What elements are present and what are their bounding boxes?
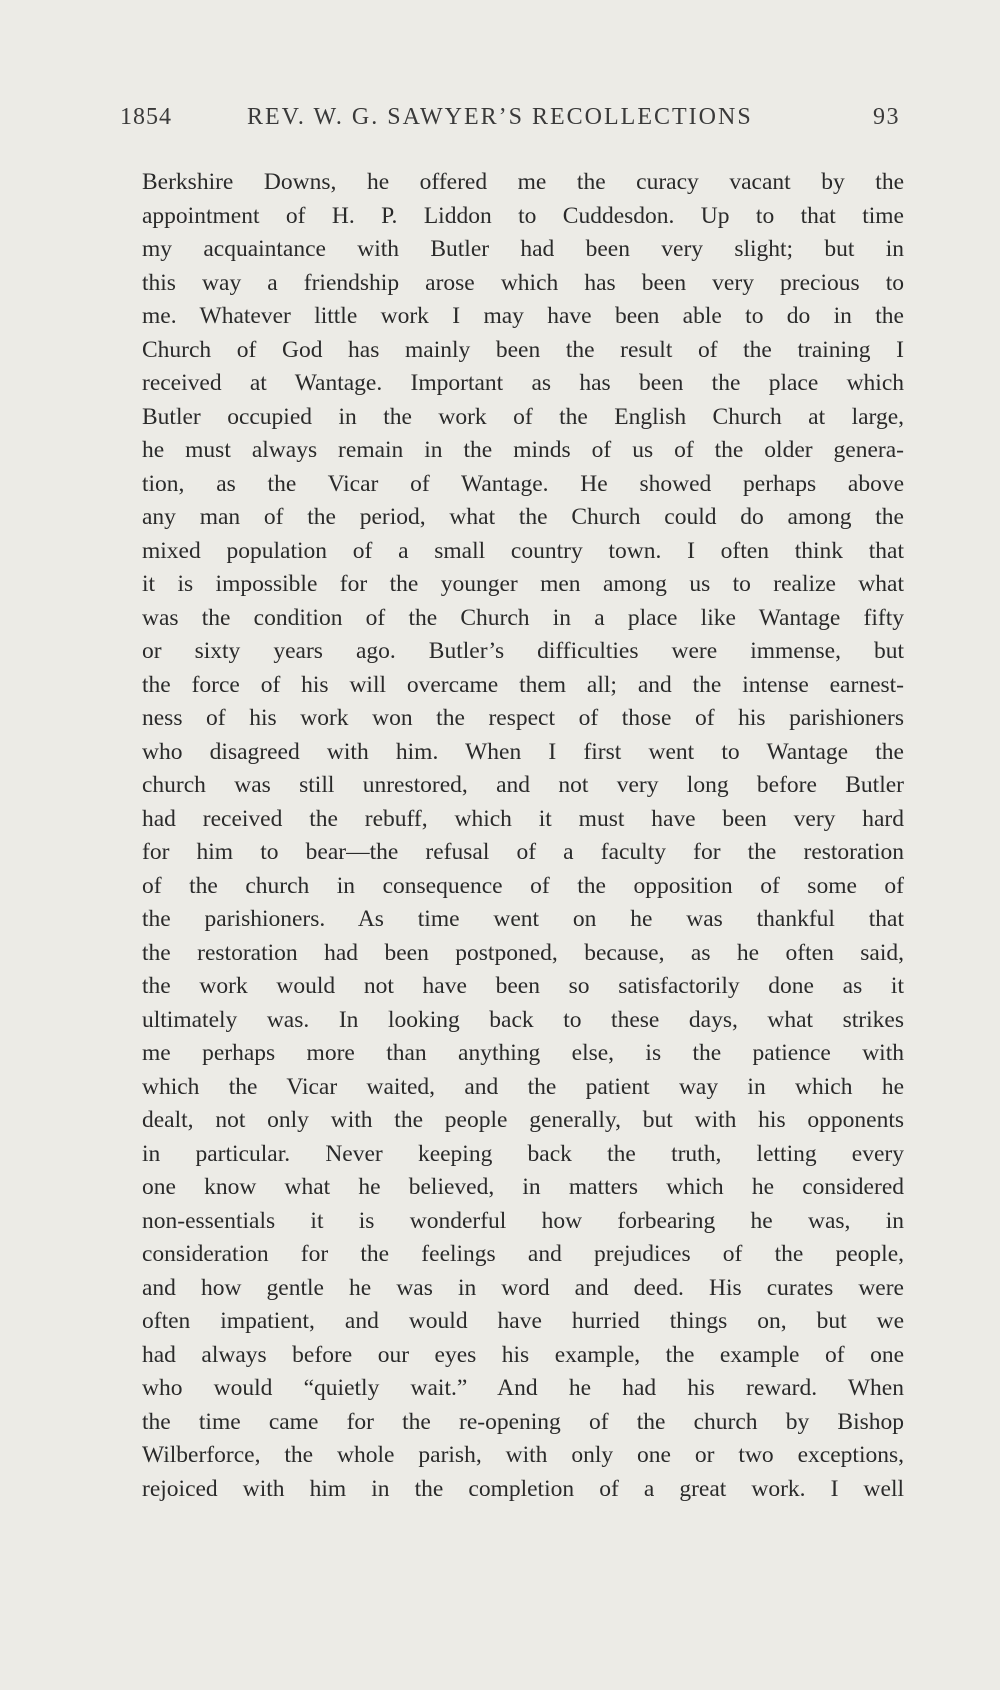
running-head-title: REV. W. G. SAWYER’S RECOLLECTIONS (247, 104, 753, 130)
text-line: and how gentle he was in word and deed. His curates were (142, 1274, 904, 1301)
text-line: consideration for the feelings and prejudices of the people, (142, 1241, 904, 1267)
text-line: the parishioners. As time went on he was thankful that (142, 906, 904, 932)
text-line: me perhaps more than anything else, is the patience with (142, 1040, 904, 1066)
text-line: dealt, not only with the people generally, but with his opponents (142, 1107, 904, 1133)
text-line: who disagreed with him. When I first went to Wantage the (142, 738, 904, 765)
body-text (142, 166, 904, 1506)
text-line: the work would not have been so satisfactorily done as it (142, 973, 904, 999)
text-line: Butler occupied in the work of the English Church at large, (142, 403, 904, 430)
text-line: was the condition of the Church in a place like Wantage fifty (142, 604, 904, 631)
text-line: or sixty years ago. Butler’s difficulties were immense, but (142, 638, 904, 664)
running-head-year: 1854 (120, 104, 172, 130)
text-line: had always before our eyes his example, the example of one (142, 1341, 904, 1368)
text-line: my acquaintance with Butler had been very slight; but in (142, 236, 904, 262)
text-line: had received the rebuff, which it must have been very hard (142, 805, 904, 832)
text-line: the restoration had been postponed, because, as he often said, (142, 939, 904, 966)
text-line: mixed population of a small country town. I often think that (142, 537, 904, 564)
text-line: of the church in consequence of the opposition of some of (142, 872, 904, 899)
text-line: non-essentials it is wonderful how forbearing he was, in (142, 1207, 904, 1234)
text-line: the force of his will overcame them all; and the intense earnest- (142, 671, 904, 698)
text-line: ultimately was. In looking back to these days, what strikes (142, 1006, 904, 1033)
text-line: who would “quietly wait.” And he had his reward. When (142, 1375, 904, 1401)
text-line: Berkshire Downs, he offered me the curacy vacant by the (142, 169, 904, 195)
page-number: 93 (873, 104, 900, 130)
text-line: often impatient, and would have hurried things on, but we (142, 1308, 904, 1334)
text-line: which the Vicar waited, and the patient way in which he (142, 1073, 904, 1100)
text-line: in particular. Never keeping back the truth, letting every (142, 1140, 904, 1167)
text-line: Wilberforce, the whole parish, with only one or two exceptions, (142, 1442, 904, 1468)
text-line: ness of his work won the respect of those of his parishioners (142, 705, 904, 731)
text-line: any man of the period, what the Church could do among the (142, 504, 904, 530)
text-line: he must always remain in the minds of us of the older genera- (142, 437, 904, 463)
text-line: Church of God has mainly been the result of the training I (142, 336, 904, 363)
text-line: received at Wantage. Important as has been the place which (142, 370, 904, 396)
text-line: one know what he believed, in matters which he considered (142, 1174, 904, 1200)
text-line: the time came for the re-opening of the church by Bishop (142, 1408, 904, 1435)
text-line: appointment of H. P. Liddon to Cuddesdon. Up to that time (142, 202, 904, 229)
text-line: tion, as the Vicar of Wantage. He showed perhaps above (142, 470, 904, 497)
text-line: rejoiced with him in the completion of a great work. I well (142, 1475, 904, 1502)
text-line: for him to bear—the refusal of a faculty for the restoration (142, 839, 904, 865)
text-line: church was still unrestored, and not very long before Butler (142, 772, 904, 798)
text-line: it is impossible for the younger men among us to realize what (142, 571, 904, 597)
text-line: this way a friendship arose which has been very precious to (142, 269, 904, 296)
running-head (120, 104, 900, 134)
text-line: me. Whatever little work I may have been able to do in the (142, 303, 904, 329)
